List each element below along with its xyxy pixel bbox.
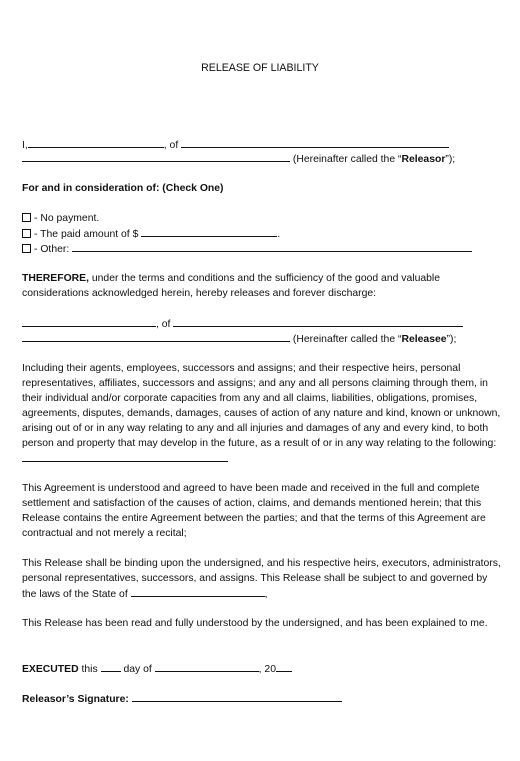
option-paid-amount-label: - The paid amount of $ bbox=[34, 229, 139, 240]
executed-line bbox=[22, 661, 502, 677]
binding-paragraph bbox=[22, 556, 502, 602]
releasor-role-line bbox=[22, 151, 502, 167]
consideration-heading-bold: For and in consideration of bbox=[22, 183, 156, 194]
i-prefix: I, bbox=[22, 140, 28, 151]
executed-this: this bbox=[78, 664, 98, 675]
executed-year-prefix: , 20 bbox=[258, 664, 276, 675]
year-blank[interactable] bbox=[276, 661, 292, 672]
checkbox-paid-amount[interactable] bbox=[22, 229, 31, 238]
releasee-role: Releasee bbox=[401, 334, 447, 345]
checkbox-other[interactable] bbox=[22, 244, 31, 253]
state-blank[interactable] bbox=[131, 586, 265, 597]
signature-line bbox=[22, 691, 502, 707]
including-paragraph bbox=[22, 361, 502, 467]
binding-end: , bbox=[264, 589, 268, 600]
releasor-address-blank[interactable] bbox=[181, 137, 449, 148]
document-title: RELEASE OF LIABILITY bbox=[201, 62, 319, 74]
option-no-payment bbox=[22, 211, 502, 226]
therefore-paragraph bbox=[22, 271, 502, 301]
binding-text: This Release shall be binding upon the undersigned, and his respective heirs, executors, administrators, personal representatives, successors, and assigns. This Release shall be subject to and governed by the laws of the State of bbox=[22, 558, 501, 600]
option-paid-amount bbox=[22, 226, 502, 242]
signature-blank[interactable] bbox=[132, 691, 342, 702]
consideration-heading-rest: : (Check One) bbox=[155, 183, 224, 194]
month-blank[interactable] bbox=[155, 661, 259, 672]
other-blank[interactable] bbox=[72, 241, 472, 252]
releasee-role-line bbox=[22, 331, 502, 347]
checkbox-no-payment[interactable] bbox=[22, 213, 31, 222]
option-other-label: - Other: bbox=[34, 244, 70, 255]
option-other bbox=[22, 241, 502, 257]
signature-label: Releasor’s Signature: bbox=[22, 694, 129, 705]
releasor-name-blank[interactable] bbox=[28, 137, 164, 148]
following-blank[interactable] bbox=[22, 451, 228, 462]
paid-amount-blank[interactable] bbox=[141, 226, 277, 237]
option-no-payment-label: - No payment. bbox=[34, 213, 100, 224]
releasee-name-blank[interactable] bbox=[22, 316, 156, 327]
releasor-address-blank-2[interactable] bbox=[22, 151, 290, 162]
executed-lead: EXECUTED bbox=[22, 664, 79, 675]
releasee-address-blank-2[interactable] bbox=[22, 331, 290, 342]
read-paragraph: This Release has been read and fully understood by the undersigned, and has been explained to me. bbox=[22, 618, 488, 629]
consideration-heading bbox=[22, 181, 502, 196]
releasor-of-label: , of bbox=[163, 140, 179, 151]
releasee-name-line bbox=[22, 316, 502, 332]
releasor-role: Releasor bbox=[401, 154, 446, 165]
releasee-hereinafter-suffix: ”); bbox=[446, 334, 457, 345]
releasee-of-label: , of bbox=[156, 319, 171, 330]
therefore-lead: THEREFORE, bbox=[22, 273, 89, 284]
executed-day-of: day of bbox=[123, 664, 152, 675]
paid-amount-period: . bbox=[277, 229, 281, 240]
including-text: Including their agents, employees, successors and assigns; and their respective heirs, personal representatives, affiliates, successors and assigns; and any and all persons claiming through them, in their individual and/or corporate capacities from any and all claims, liabilities, obligations, promises, agreements, disputes, demands, damages, causes of action of any nature and kind, known or unknown, arising out of or in any way relating to any and all injuries and damages of any and every kind, to both person and property that may develop in the future, as a result of or in any way relating to the following: bbox=[22, 363, 501, 449]
releasor-hereinafter-suffix: ”); bbox=[445, 154, 456, 165]
releasor-hereinafter-prefix: (Hereinafter called the “ bbox=[292, 154, 402, 165]
day-blank[interactable] bbox=[101, 661, 121, 672]
releasee-address-blank[interactable] bbox=[173, 316, 463, 327]
therefore-text: under the terms and conditions and the sufficiency of the good and valuable considerations acknowledged herein, hereby releases and forever discharge: bbox=[22, 273, 440, 299]
releasee-hereinafter-prefix: (Hereinafter called the “ bbox=[292, 334, 402, 345]
agreement-paragraph: This Agreement is understood and agreed to have been made and received in the full and complete settlement and satisfaction of the causes of action, claims, and demands mentioned herein; that this Release contains the entire Agreement between the parties; and that the terms of this Agreement are contractual and not merely a recital; bbox=[22, 483, 486, 539]
